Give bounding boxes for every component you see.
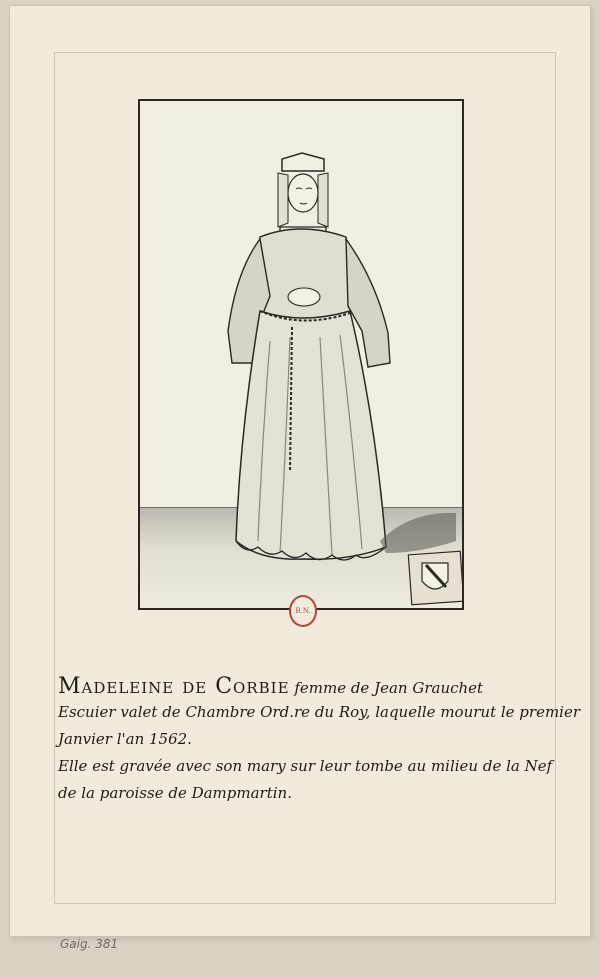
caption-title-line xyxy=(58,674,558,699)
caption-line4: Elle est gravée avec son mary sur leur tombe au milieu de la Nef xyxy=(58,757,553,775)
caption-line5: de la paroisse de Dampmartin. xyxy=(58,784,292,802)
inventory-number: Gaig. 381 xyxy=(60,937,119,951)
caption xyxy=(58,674,581,807)
standing-woman-figure xyxy=(140,101,462,608)
caption-line3: Janvier l'an 1562. xyxy=(58,730,192,748)
illustration-frame xyxy=(138,99,464,610)
caption-line2: Escuier valet de Chambre Ord.re du Roy, laquelle mourut le premier xyxy=(58,703,581,721)
subject-name: Madeleine de Corbie xyxy=(58,674,290,699)
caption-line1: femme de Jean Grauchet xyxy=(294,679,484,697)
library-stamp: B.N. xyxy=(289,595,317,627)
paper-sheet xyxy=(10,6,590,936)
